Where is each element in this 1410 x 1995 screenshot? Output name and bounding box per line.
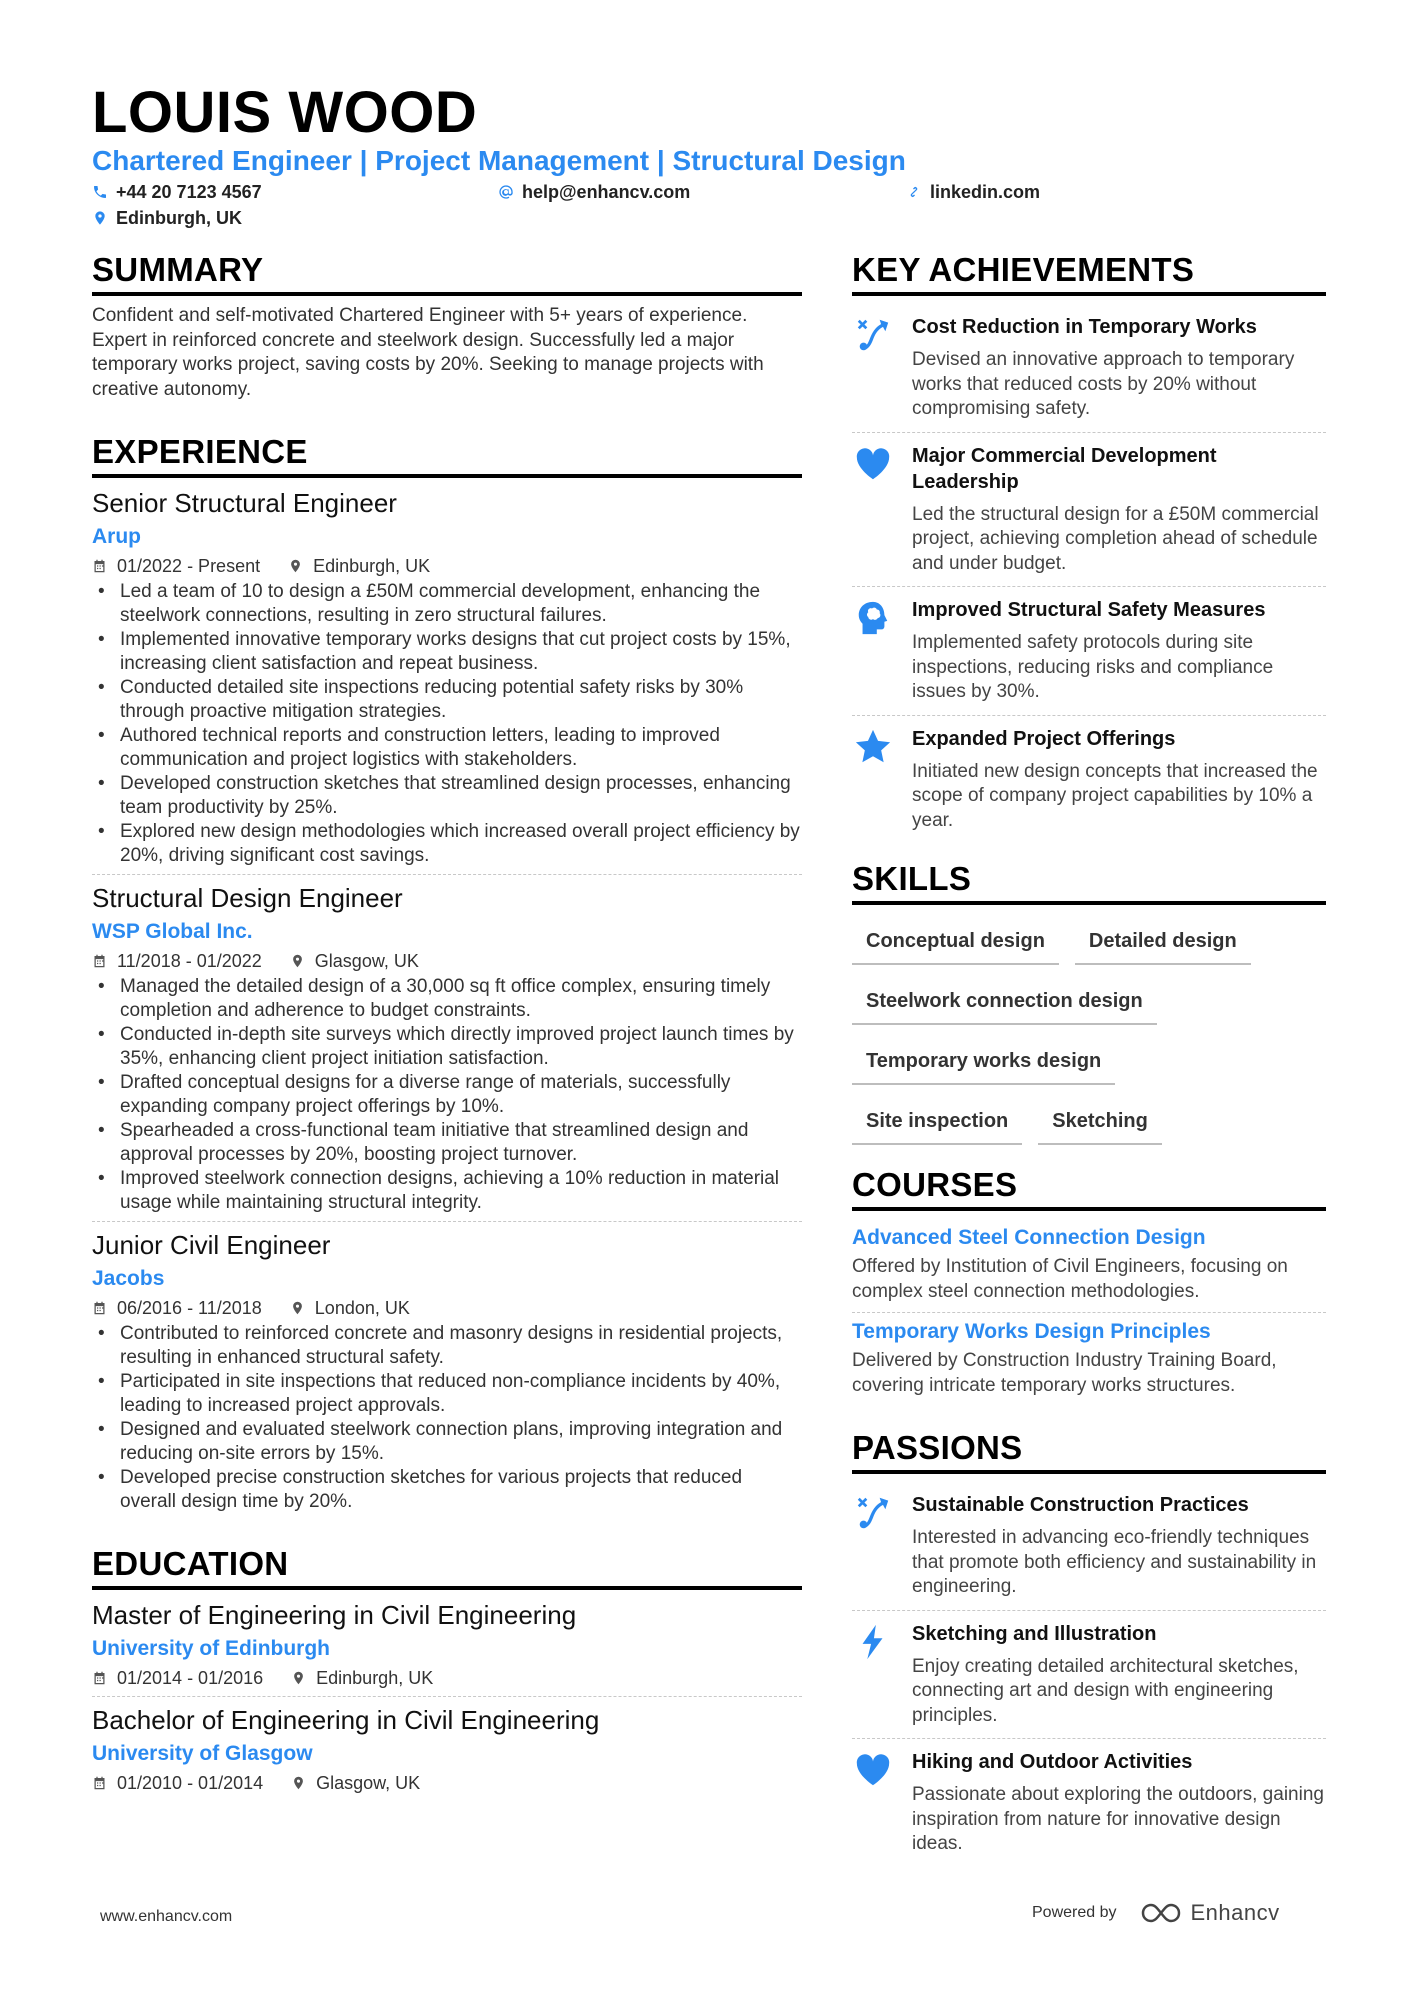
passion-item [852,1739,1326,1867]
achievement-item [852,433,1326,588]
bullet-item: • Designed and evaluated steelwork connection plans, improving integration and reducing on-site errors by 15%. [92,1418,802,1466]
passion-item [852,1611,1326,1740]
location-text: Edinburgh, UK [116,208,242,228]
skill-tag: Site inspection [852,1101,1022,1145]
education-heading: EDUCATION [92,1544,802,1590]
passion-item [852,1482,1326,1611]
course-desc: Delivered by Construction Industry Training Board, covering intricate temporary works structures. [852,1350,1277,1396]
achievement-title: Cost Reduction in Temporary Works [912,316,1257,338]
location-pin-icon [290,953,305,969]
achievement-title: Major Commercial Development Leadership [912,444,1217,493]
education-dates: 01/2014 - 01/2016 [117,1668,264,1688]
bullet-item: • Improved steelwork connection designs, achieving a 10% reduction in material usage while maintaining structural integrity. [92,1167,802,1215]
enhancv-logo[interactable] [1139,1900,1280,1926]
passions-heading: PASSIONS [852,1428,1326,1474]
passion-title: Sketching and Illustration [912,1622,1157,1645]
head-brain-icon [854,599,892,637]
education-location: Glasgow, UK [316,1773,421,1793]
experience-entry [92,1228,802,1520]
job-dates: 11/2018 - 01/2022 [117,951,262,971]
job-bullets [92,975,802,1215]
left-column [92,250,802,1807]
bullet-item: • Explored new design methodologies which increased overall project efficiency by 20%, driving significant cost savings. [92,820,802,868]
summary-text: Confident and self-motivated Chartered Engineer with 5+ years of experience. Expert in reinforced concrete and steelwork design. Successfully led a major temporary works project, saving costs by 20%. Seeking to manage projects with creative autonomy. [92,305,764,400]
job-dates: 06/2016 - 11/2018 [117,1298,262,1318]
email-text: help@enhancv.com [522,182,691,202]
experience-entry [92,881,802,1222]
school-name: University of Glasgow [92,1742,313,1765]
job-bullets [92,1322,802,1514]
skill-tag: Detailed design [1075,921,1251,965]
passion-desc: Passionate about exploring the outdoors, gaining inspiration from nature for innovative design ideas. [912,1784,1324,1854]
passion-desc: Enjoy creating detailed architectural sketches, connecting art and design with engineering principles. [912,1655,1299,1726]
calendar-icon [92,1300,107,1316]
skill-tag: Conceptual design [852,921,1059,965]
job-location: Glasgow, UK [314,951,419,971]
linkedin-text: linkedin.com [930,182,1041,202]
location-pin-icon [290,1300,305,1316]
achievement-desc: Led the structural design for a £50M commercial project, achieving completion ahead of schedule and under budget. [912,503,1319,574]
calendar-icon [92,1775,107,1791]
contact-linkedin[interactable] [906,180,1040,204]
star-icon [854,728,892,766]
heart-icon [854,1751,892,1789]
bullet-item: • Led a team of 10 to design a £50M commercial development, enhancing the steelwork connections, resulting in zero structural failures. [92,580,802,628]
course-desc: Offered by Institution of Civil Engineers, focusing on complex steel connection methodologies. [852,1256,1288,1302]
enhancv-logo-icon [1139,1901,1183,1925]
heart-icon [854,445,892,483]
location-pin-icon [291,1670,306,1686]
bullet-item: • Drafted conceptual designs for a diverse range of materials, successfully expanding company project offerings by 10%. [92,1071,802,1119]
achievement-desc: Implemented safety protocols during site inspections, reducing risks and compliance issues by 30%. [912,632,1274,702]
at-icon [498,184,514,200]
job-meta [92,1294,802,1322]
calendar-icon [92,1670,107,1686]
right-column [852,250,1326,1867]
company-name: WSP Global Inc. [92,920,253,943]
company-name: Jacobs [92,1267,165,1290]
location-pin-icon [291,1775,306,1791]
achievement-item [852,304,1326,433]
bullet-item: • Spearheaded a cross-functional team initiative that streamlined design and approval processes by 20%, boosting project turnover. [92,1119,802,1167]
achievement-title: Improved Structural Safety Measures [912,599,1266,621]
route-icon [854,1494,892,1532]
course-item [852,1313,1326,1406]
bullet-item: • Conducted detailed site inspections reducing potential safety risks by 30% through proactive mitigation strategies. [92,676,802,724]
education-entry [92,1598,802,1697]
education-meta [92,1769,802,1797]
courses-heading: COURSES [852,1165,1326,1211]
passion-title: Hiking and Outdoor Activities [912,1751,1193,1773]
achievement-desc: Initiated new design concepts that increased the scope of company project capabilities by 10% a year. [912,760,1318,831]
job-title: Structural Design Engineer [92,883,403,913]
school-name: University of Edinburgh [92,1637,331,1660]
course-title: Advanced Steel Connection Design [852,1226,1206,1249]
job-bullets [92,580,802,868]
passion-title: Sustainable Construction Practices [912,1494,1249,1516]
passion-desc: Interested in advancing eco-friendly techniques that promote both efficiency and sustainability in engineering. [912,1527,1317,1597]
location-pin-icon [92,210,108,226]
powered-by-label: Powered by [1032,1904,1117,1921]
job-location: London, UK [314,1298,410,1318]
bullet-item: • Contributed to reinforced concrete and masonry designs in residential projects, resulting in enhanced structural safety. [92,1322,802,1370]
job-location: Edinburgh, UK [313,556,431,576]
bullet-item: • Authored technical reports and construction letters, leading to improved communication and project logistics with stakeholders. [92,724,802,772]
link-icon [906,184,922,200]
skill-tag: Steelwork connection design [852,981,1157,1025]
education-entry [92,1703,802,1801]
footer-website[interactable]: www.enhancv.com [100,1908,233,1925]
achievement-item [852,587,1326,716]
skills-list [852,913,1326,1155]
course-title: Temporary Works Design Principles [852,1320,1211,1343]
bullet-item: • Developed construction sketches that streamlined design processes, enhancing team productivity by 25%. [92,772,802,820]
calendar-icon [92,953,107,969]
degree-title: Bachelor of Engineering in Civil Engineering [92,1705,600,1735]
experience-heading: EXPERIENCE [92,432,802,478]
enhancv-brand-text: Enhancv [1190,1900,1280,1925]
achievements-heading: KEY ACHIEVEMENTS [852,250,1326,296]
skills-heading: SKILLS [852,859,1326,905]
phone-text: +44 20 7123 4567 [116,182,262,202]
bullet-item: • Developed precise construction sketches for various projects that reduced overall design time by 20%. [92,1466,802,1514]
phone-icon [92,184,108,200]
summary-heading: SUMMARY [92,250,802,296]
skill-tag: Temporary works design [852,1041,1115,1085]
job-title: Junior Civil Engineer [92,1230,331,1260]
candidate-title: Chartered Engineer | Project Management | Structural Design [92,145,906,176]
degree-title: Master of Engineering in Civil Engineering [92,1600,577,1630]
bullet-item: • Managed the detailed design of a 30,000 sq ft office complex, ensuring timely completion and adherence to budget constraints. [92,975,802,1023]
bullet-item: • Conducted in-depth site surveys which directly improved project launch times by 35%, enhancing client project initiation satisfaction. [92,1023,802,1071]
job-meta [92,552,802,580]
bullet-item: • Implemented innovative temporary works designs that cut project costs by 15%, increasing client satisfaction and repeat business. [92,628,802,676]
achievement-item [852,716,1326,844]
job-title: Senior Structural Engineer [92,488,397,518]
job-dates: 01/2022 - Present [117,556,261,576]
job-meta [92,947,802,975]
lightning-icon [854,1623,892,1661]
contact-phone [92,180,262,204]
candidate-name: LOUIS WOOD [92,80,478,145]
education-meta [92,1664,802,1692]
education-location: Edinburgh, UK [316,1668,434,1688]
achievement-desc: Devised an innovative approach to temporary works that reduced costs by 20% without compromising safety. [912,349,1295,419]
achievement-title: Expanded Project Offerings [912,727,1176,750]
footer-branding [1032,1900,1280,1926]
education-dates: 01/2010 - 01/2014 [117,1773,264,1793]
contact-email[interactable] [498,180,690,204]
calendar-icon [92,558,107,574]
contact-location [92,206,242,230]
company-name: Arup [92,525,141,548]
experience-entry [92,486,802,875]
skill-tag: Sketching [1038,1101,1162,1145]
route-icon [854,316,892,354]
location-pin-icon [288,558,303,574]
bullet-item: • Participated in site inspections that reduced non-compliance incidents by 40%, leading to increased project approvals. [92,1370,802,1418]
course-item [852,1219,1326,1313]
